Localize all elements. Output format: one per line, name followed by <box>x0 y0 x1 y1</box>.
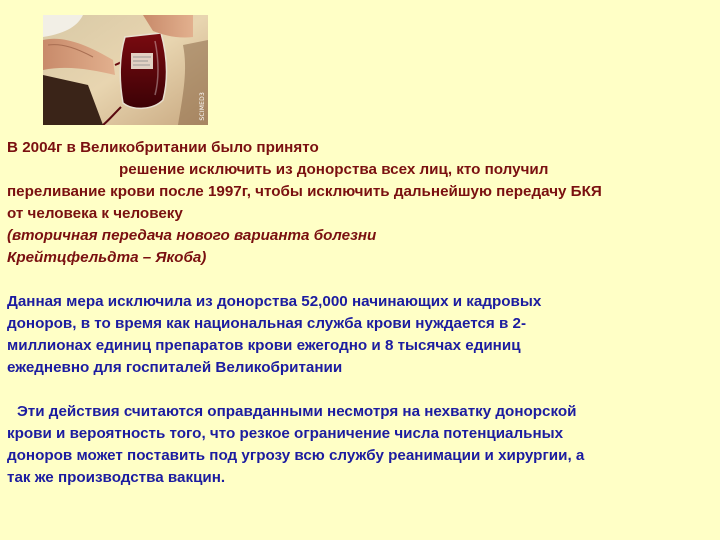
intro-line-3: переливание крови после 1997г, чтобы исключить дальнейшую передачу БКЯ <box>7 183 602 200</box>
intro-line-6: Крейтцфельдта – Якоба) <box>7 249 207 266</box>
para3-line-3: доноров может поставить под угрозу всю службу реанимации и хирургии, а <box>7 447 585 464</box>
intro-line-4: от человека к человеку <box>7 205 183 222</box>
para2-line-3: миллионах единиц препаратов крови ежегодно и 8 тысячах единиц <box>7 337 521 354</box>
main-text <box>7 137 713 489</box>
intro-line-2: решение исключить из донорства всех лиц, кто получил <box>119 161 549 178</box>
blood-bag-image <box>43 15 208 125</box>
blood-bag-photo <box>43 15 208 125</box>
para3-line-1: Эти действия считаются оправданными несмотря на нехватку донорской <box>17 403 577 420</box>
para2-line-2: доноров, в то время как национальная служба крови нуждается в 2- <box>7 315 527 332</box>
para3-line-2: крови и вероятность того, что резкое ограничение числа потенциальных <box>7 425 564 442</box>
intro-line-1: В 2004г в Великобритании было принято <box>7 139 319 156</box>
intro-line-5: (вторичная передача нового варианта болезни <box>7 227 377 244</box>
para3-line-4: так же производства вакцин. <box>7 469 226 486</box>
para2-line-4: ежедневно для госпиталей Великобритании <box>7 359 343 376</box>
paragraph-gap <box>7 379 713 401</box>
para2-line-1: Данная мера исключила из донорства 52,000 начинающих и кадровых <box>7 293 542 310</box>
photo-credit: SCIMED3 <box>199 92 206 121</box>
paragraph-gap <box>7 269 713 291</box>
